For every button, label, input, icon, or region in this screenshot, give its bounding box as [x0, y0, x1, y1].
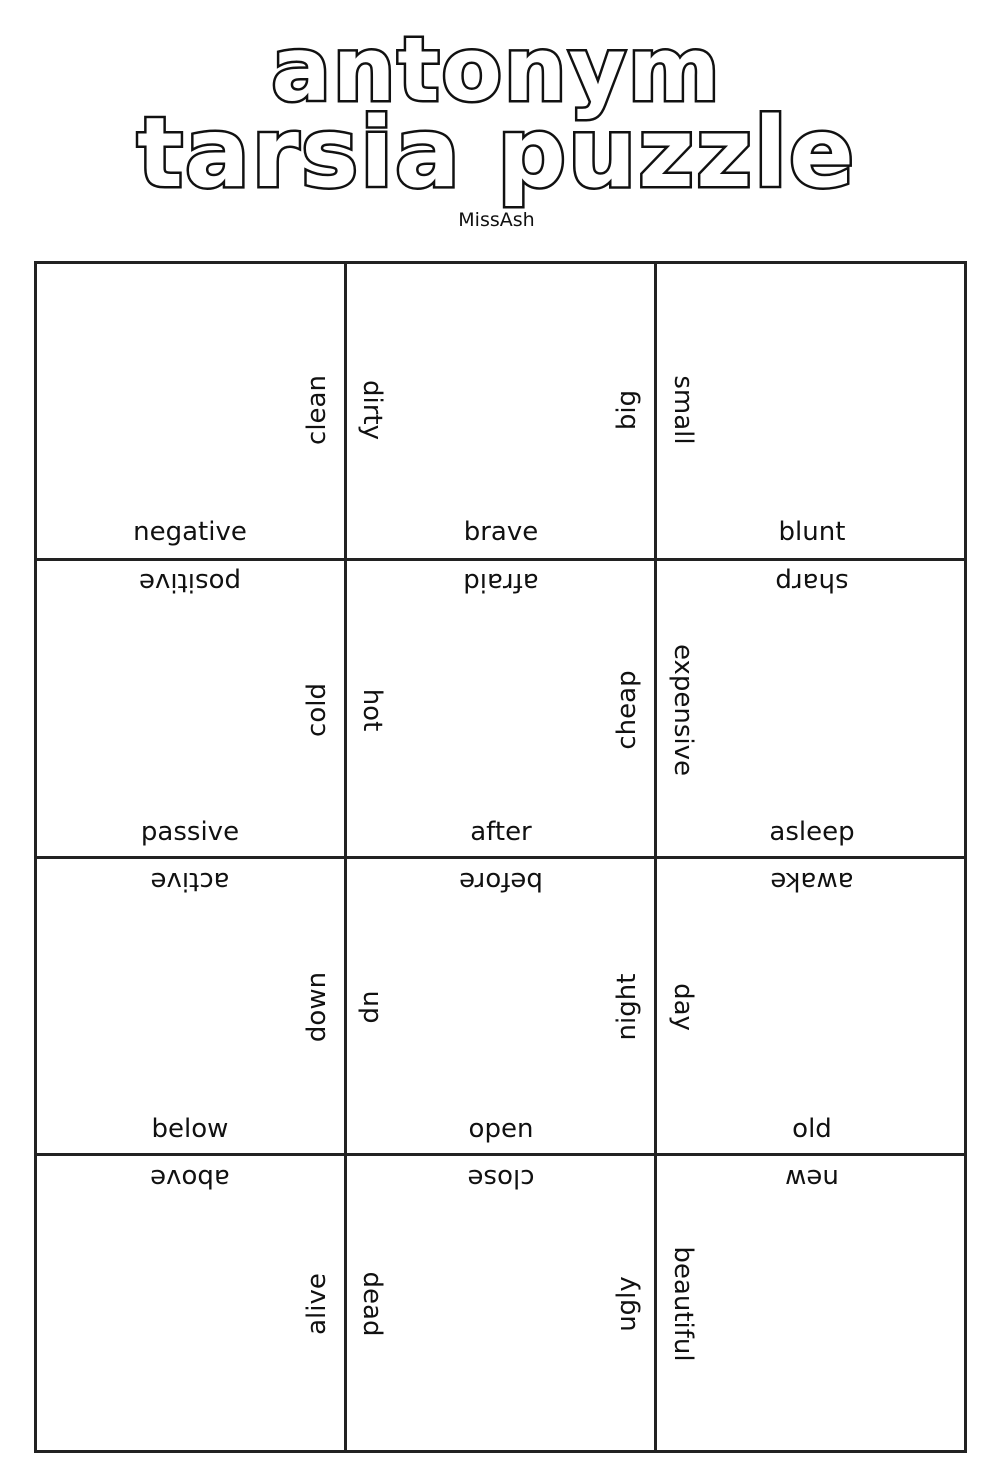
grid-divider-horizontal-1: [37, 558, 964, 561]
page-title-line-1: antonym: [271, 18, 722, 121]
author-credit: MissAsh: [458, 209, 535, 231]
page-title-line-2: tarsia puzzle: [136, 97, 857, 209]
grid-divider-horizontal-2: [37, 856, 964, 859]
grid-divider-horizontal-3: [37, 1153, 964, 1156]
tarsia-grid: clean negative dirty big brave small blunt positive cold passive afraid hot cheap after sharp expensive asleep active down below before up night open awake day old above alive close dead ugly new beautiful: [34, 261, 967, 1453]
